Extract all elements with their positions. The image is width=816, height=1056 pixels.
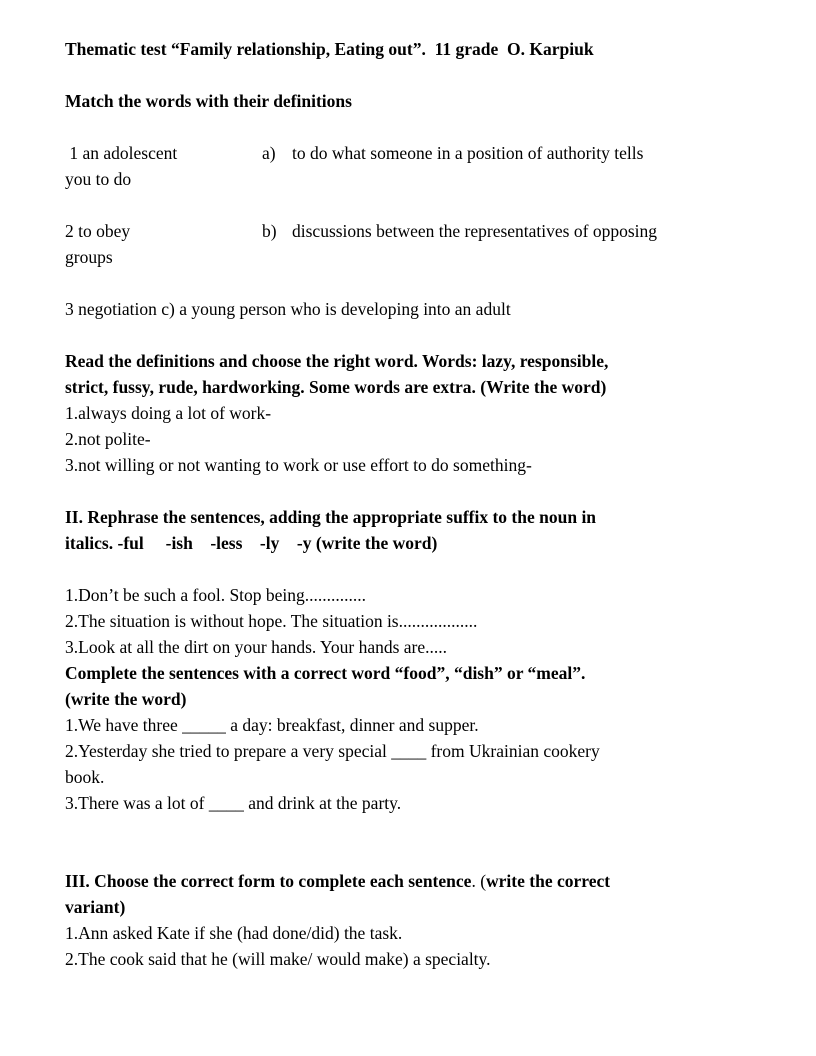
food-item-2: 2.Yesterday she tried to prepare a very special ____ from Ukrainian cookery [65, 741, 600, 761]
suffix-heading-line-2: italics. -ful -ish -less -ly -y (write the word) [65, 533, 438, 553]
match-item-1 [65, 140, 746, 166]
grammar-heading-line-1 [65, 868, 746, 894]
document-title: Thematic test “Family relationship, Eating out”. 11 grade O. Karpiuk [65, 39, 594, 59]
match-item-2 [65, 218, 746, 244]
suffix-item-3: 3.Look at all the dirt on your hands. Your hands are..... [65, 637, 448, 657]
match-section-heading: Match the words with their definitions [65, 91, 352, 111]
match-definition-2: discussions between the representatives of opposing [292, 221, 657, 241]
match-term-1: 1 an adolescent [65, 143, 178, 163]
grammar-heading-bold-1: III. Choose the correct form to complete each sentence [65, 871, 472, 891]
food-item-3: 3.There was a lot of ____ and drink at the party. [65, 793, 402, 813]
food-heading-line-2: (write the word) [65, 689, 187, 709]
vocab-item-1: 1.always doing a lot of work- [65, 403, 272, 423]
suffix-heading-line-1: II. Rephrase the sentences, adding the appropriate suffix to the noun in [65, 507, 597, 527]
vocab-item-3: 3.not willing or not wanting to work or use effort to do something- [65, 455, 532, 475]
food-item-1: 1.We have three _____ a day: breakfast, dinner and supper. [65, 715, 479, 735]
match-term-2: 2 to obey [65, 221, 131, 241]
food-item-2-continuation: book. [65, 767, 105, 787]
vocab-heading-line-2: strict, fussy, rude, hardworking. Some words are extra. (Write the word) [65, 377, 607, 397]
match-definition-1-continuation: you to do [65, 169, 132, 189]
match-item-3: 3 negotiation c) a young person who is developing into an adult [65, 299, 511, 319]
option-letter-a: a) [262, 143, 276, 163]
grammar-heading-regular: . ( [471, 871, 487, 891]
match-definition-1: to do what someone in a position of authority tells [292, 143, 644, 163]
vocab-item-2: 2.not polite- [65, 429, 151, 449]
match-definition-2-continuation: groups [65, 247, 113, 267]
grammar-item-2: 2.The cook said that he (will make/ would make) a specialty. [65, 949, 491, 969]
suffix-item-1: 1.Don’t be such a fool. Stop being.............. [65, 585, 367, 605]
food-heading-line-1: Complete the sentences with a correct word “food”, “dish” or “meal”. [65, 663, 586, 683]
vocab-heading-line-1: Read the definitions and choose the right word. Words: lazy, responsible, [65, 351, 609, 371]
suffix-item-2: 2.The situation is without hope. The situation is.................. [65, 611, 478, 631]
option-letter-b: b) [262, 221, 277, 241]
grammar-heading-line-2: variant) [65, 897, 126, 917]
grammar-item-1: 1.Ann asked Kate if she (had done/did) the task. [65, 923, 403, 943]
grammar-heading-bold-2: write the correct [486, 871, 611, 891]
